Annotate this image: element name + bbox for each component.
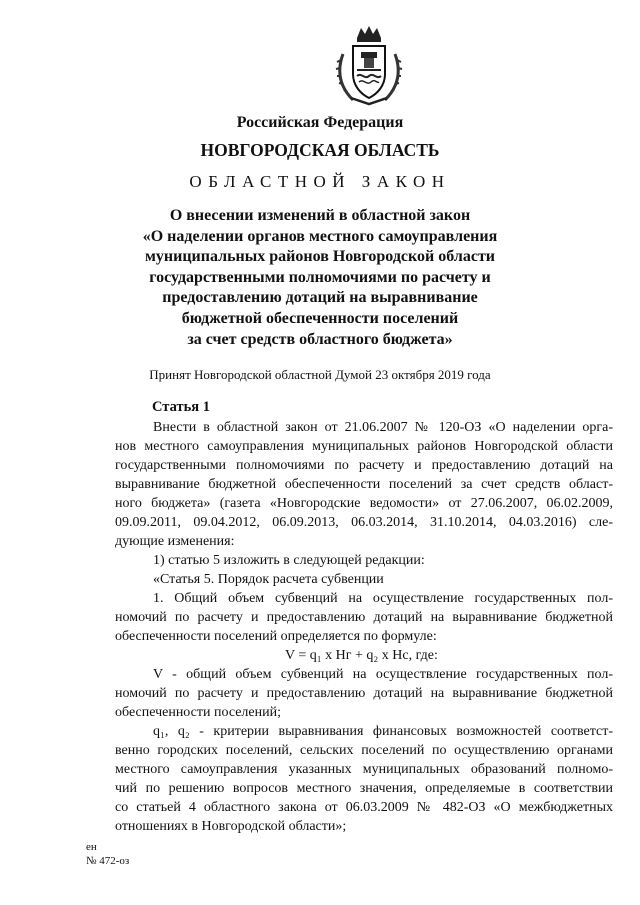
title-line: муниципальных районов Новгородской области (144, 248, 496, 266)
document-type: ОБЛАСТНОЙ ЗАКОН (189, 172, 451, 191)
title-line: «О наделении органов местного самоуправления (142, 227, 498, 245)
body-line: V - общий объем субвенций на осуществление государственных пол- (153, 667, 613, 682)
body-line: «Статья 5. Порядок расчета субвенции (153, 572, 384, 587)
body-line: дующие изменения: (115, 534, 235, 549)
body-line: номочий по расчету и предоставлению дотаций на выравнивание бюджетной (115, 686, 613, 701)
body-line: нов местного самоуправления муниципальных районов Новгородской области (115, 439, 613, 454)
document-footer (86, 840, 129, 868)
body-line: обеспеченности поселений определяется по формуле: (115, 629, 437, 644)
formula: V = q₁ x Hг + q₂ x Hс, где: (285, 648, 438, 663)
adoption-note: Принят Новгородской областной Думой 23 октября 2019 года (149, 367, 491, 382)
body-line: 09.09.2011, 09.04.2012, 06.09.2013, 06.03.2014, 31.10.2014, 04.03.2016) сле- (115, 515, 613, 530)
body-line: венно городских поселений, сельских поселений по осуществлению органами (115, 743, 613, 758)
body-line: 1) статью 5 изложить в следующей редакции: (153, 553, 425, 568)
region-name: НОВГОРОДСКАЯ ОБЛАСТЬ (200, 140, 440, 160)
body-line: Внести в областной закон от 21.06.2007 № 120-ОЗ «О наделении орга- (153, 420, 613, 435)
body-line: отношениях в Новгородской области»; (115, 819, 347, 834)
title-line: предоставлению дотаций на выравнивание (162, 289, 478, 307)
body-line: 1. Общий объем субвенций на осуществление государственных пол- (153, 591, 613, 606)
body-line: выравнивание бюджетной обеспеченности поселений за счет средств област- (115, 477, 613, 492)
title-line: О внесении изменений в областной закон (169, 207, 471, 224)
article-heading: Статья 1 (152, 399, 210, 415)
article-body (115, 418, 613, 836)
law-title (0, 206, 640, 350)
body-line: q₁, q₂ - критерии выравнивания финансовых возможностей соответст- (153, 724, 613, 739)
body-line: со статьей 4 областного закона от 06.03.2009 № 482-ОЗ «О межбюджетных (115, 800, 613, 815)
title-line: бюджетной обеспеченности поселений (181, 309, 459, 327)
footer-initials: ен (86, 841, 97, 853)
body-line: номочий по расчету и предоставлению дотаций на выравнивание бюджетной (115, 610, 613, 625)
title-line: за счет средств областного бюджета» (187, 330, 453, 348)
body-line: ного бюджета» (газета «Новгородские ведомости» от 27.06.2007, 06.02.2009, (115, 496, 613, 511)
title-line: государственными полномочиями по расчету и (149, 268, 491, 286)
footer-number: № 472-оз (86, 855, 130, 867)
body-line: местного самоуправления указанных муниципальных образований полномо- (115, 762, 613, 777)
body-line: обеспеченности поселений; (115, 705, 281, 720)
novgorod-coat-of-arms-icon (333, 24, 405, 108)
body-line: государственными полномочиями по расчету и предоставлению дотаций на (115, 458, 613, 473)
body-line: чий по решению вопросов местного значения, определяемые в соответствии (115, 781, 613, 796)
country-name: Российская Федерация (236, 114, 404, 131)
